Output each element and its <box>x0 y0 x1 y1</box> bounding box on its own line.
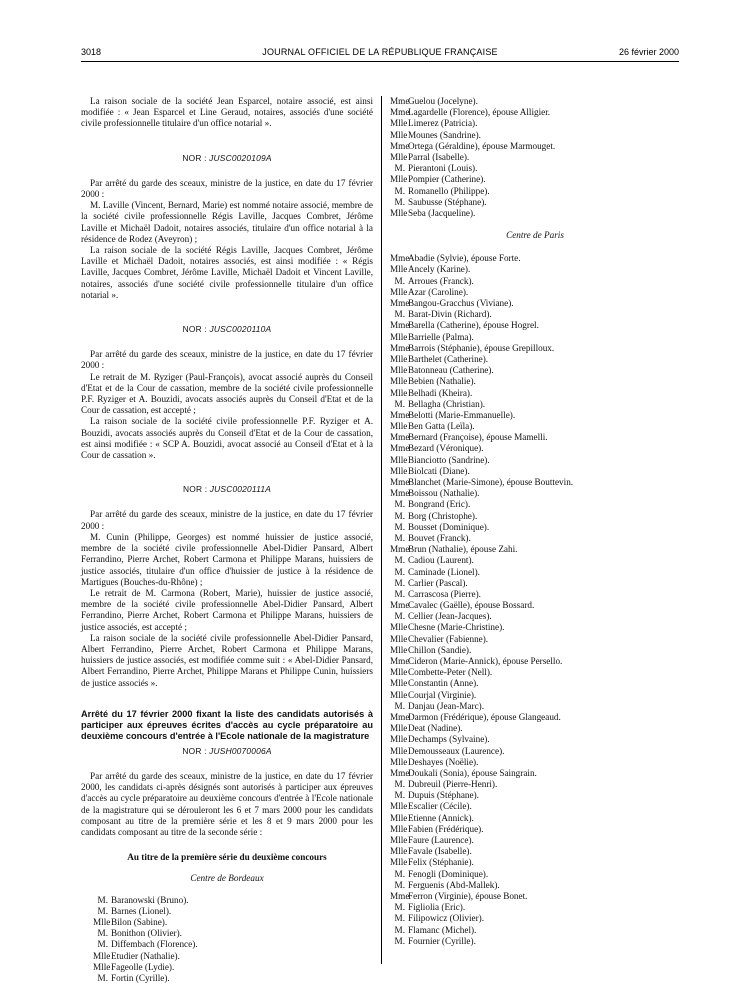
candidate-title: M. <box>394 913 405 924</box>
candidate-name: Boissou (Nathalie). <box>408 488 480 499</box>
candidate-name: Barat-Divin (Richard). <box>408 309 492 320</box>
nor-code: JUSH0070006A <box>209 745 272 756</box>
list-item <box>390 701 680 712</box>
list-item <box>390 835 680 846</box>
candidate-title: M. <box>394 902 405 913</box>
candidate-name: Constantin (Anne). <box>408 678 479 689</box>
list-item <box>390 913 680 924</box>
candidate-title: Mlle <box>390 129 408 140</box>
candidate-name: Lagardelle (Florence), épouse Alligier. <box>408 107 551 118</box>
candidate-name: Barnes (Lionel). <box>111 905 172 916</box>
list-item <box>390 320 680 331</box>
candidate-name: Doukali (Sonia), épouse Saingrain. <box>408 767 537 778</box>
candidate-name: Barella (Catherine), épouse Hogrel. <box>408 320 539 331</box>
decree-paragraph: Par arrêté du garde des sceaux, ministre de la justice, en date du 17 février 2000 : <box>81 509 373 531</box>
candidate-name: Fortin (Cyrille). <box>111 972 170 983</box>
candidate-title: Mme <box>390 107 410 118</box>
candidate-title: Mlle <box>390 823 408 834</box>
list-item <box>390 477 680 488</box>
candidate-title: Mme <box>390 253 410 264</box>
decree-paragraph: La raison sociale de la société Régis Laville, Jacques Combret, Jérôme Laville et Michaël Dadoit, notaires associés, est ainsi modifiée : « Régis Laville, Jacques Combret, Jérôme Laville, Michaël Dadoit et Vincent Laville, notaires, associés d'une société civile professionnelle titulaire d'un office notarial ». <box>81 245 373 300</box>
issue-date: 26 février 2000 <box>618 47 679 57</box>
candidate-title: M. <box>394 555 405 566</box>
list-item <box>390 466 680 477</box>
list-item <box>390 376 680 387</box>
list-item <box>390 891 680 902</box>
column-divider <box>381 96 382 964</box>
journal-title: JOURNAL OFFICIEL DE LA RÉPUBLIQUE FRANÇAISE <box>262 47 498 57</box>
candidate-name: Felix (Stéphanie). <box>408 857 474 868</box>
list-item <box>390 533 680 544</box>
list-item <box>390 622 680 633</box>
arrete-title: Arrêté du 17 février 2000 fixant la liste des candidats autorisés à participer aux épreuves écrites d'accès au cycle préparatoire au deuxième concours d'entrée à l'Ecole nationale de la magistrature <box>81 708 373 741</box>
candidate-name: Fournier (Cyrille). <box>408 935 476 946</box>
candidate-name: Etienne (Annick). <box>408 812 474 823</box>
decree-paragraph: Par arrêté du garde des sceaux, ministre de la justice, en date du 17 février 2000 : <box>81 349 373 371</box>
candidate-title: Mlle <box>390 421 408 432</box>
candidate-title: Mlle <box>390 118 408 129</box>
list-item <box>390 163 680 174</box>
candidate-title: Mlle <box>390 376 408 387</box>
nor-label: NOR : <box>182 152 207 163</box>
intro-paragraph: La raison sociale de la société Jean Esparcel, notaire associé, est ainsi modifiée : « Jean Esparcel et Line Geraud, notaires, associés d'une société civile professionnelle titulaire d'un office notarial ». <box>81 96 373 129</box>
candidate-title: Mme <box>390 432 410 443</box>
list-item <box>390 555 680 566</box>
candidate-title: Mlle <box>390 286 408 297</box>
list-item <box>390 690 680 701</box>
list-item <box>390 634 680 645</box>
candidate-name: Romanello (Philippe). <box>408 185 490 196</box>
candidate-title: Mlle <box>390 365 408 376</box>
nor-code: JUSC0020110A <box>209 324 272 335</box>
candidate-title: M. <box>394 879 405 890</box>
list-item <box>81 906 373 917</box>
arrete-nor <box>81 746 373 757</box>
list-item <box>390 857 680 868</box>
candidate-name: Deshayes (Noëlie). <box>408 756 479 767</box>
list-item <box>390 197 680 208</box>
nor-reference <box>81 153 373 164</box>
list-item <box>390 309 680 320</box>
list-item <box>81 895 373 906</box>
candidate-title: Mme <box>390 890 410 901</box>
candidate-name: Combette-Peter (Nell). <box>408 667 493 678</box>
candidate-name: Cavalec (Gaëlle), épouse Bossard. <box>408 600 535 611</box>
candidate-title: M. <box>394 275 405 286</box>
candidate-name: Fageolle (Lydie). <box>111 961 175 972</box>
candidate-name: Bellagha (Christian). <box>408 398 486 409</box>
list-item <box>390 757 680 768</box>
candidate-name: Arroues (Franck). <box>408 275 474 286</box>
candidate-name: Danjau (Jean-Marc). <box>408 700 485 711</box>
candidate-title: Mme <box>390 409 410 420</box>
list-item <box>390 118 680 129</box>
candidate-name: Azar (Caroline). <box>408 286 469 297</box>
candidate-title: Mlle <box>390 454 408 465</box>
candidate-name: Filipowicz (Olivier). <box>408 913 485 924</box>
candidate-title: Mlle <box>390 756 408 767</box>
nor-label: NOR : <box>182 484 208 495</box>
candidate-title: Mlle <box>390 622 408 633</box>
nor-code: JUSC0020109A <box>209 152 272 163</box>
candidate-name: Saubusse (Stéphane). <box>408 196 487 207</box>
candidate-name: Ferguenis (Abd-Mallek). <box>408 879 500 890</box>
candidate-name: Favale (Isabelle). <box>408 846 472 857</box>
candidate-title: Mme <box>390 711 410 722</box>
candidate-title: Mme <box>390 767 410 778</box>
candidate-title: Mlle <box>390 387 408 398</box>
candidate-name: Cideron (Marie-Annick), épouse Persello. <box>408 656 563 667</box>
candidate-title: M. <box>97 972 108 983</box>
list-item <box>390 410 680 421</box>
candidate-title: M. <box>394 521 405 532</box>
list-item <box>390 107 680 118</box>
candidate-title: Mlle <box>93 916 111 927</box>
list-item <box>81 939 373 950</box>
candidate-title: M. <box>394 532 405 543</box>
list-item <box>390 768 680 779</box>
decree-paragraph: La raison sociale de la société civile professionnelle Abel-Didier Pansard, Albert Ferrandino, Pierre Archet, Robert Carmona et Philippe Marans, huissiers de justice associés, est modifiée comme suit : « Abel-Didier Pansard, Albert Ferrandino, Pierre Archet, Philippe Marans et Philippe Cunin, huissiers de justice associés ». <box>81 632 373 688</box>
candidate-name: Cellier (Jean-Jacques). <box>408 611 492 622</box>
list-item <box>390 902 680 913</box>
candidate-title: M. <box>394 790 405 801</box>
arrete-paragraph: Par arrêté du garde des sceaux, ministre de la justice, en date du 17 février 2000, les candidats ci-après désignés sont autorisés à participer aux épreuves d'accès au cycle préparatoire au deuxième concours d'entrée à l'Ecole nationale de la magistrature qui se dérouleront les 6 et 7 mars 2000 pour les candidats composant au titre de la première série et les 8 et 9 mars 2000 pour les candidats composant au titre de la seconde série : <box>81 770 373 837</box>
list-item <box>390 656 680 667</box>
list-item <box>390 611 680 622</box>
candidate-name: Courjal (Virginie). <box>408 689 477 700</box>
candidate-title: Mlle <box>390 465 408 476</box>
candidate-name: Blanchet (Marie-Simone), épouse Bouttevin. <box>408 477 574 488</box>
candidate-title: M. <box>394 779 405 790</box>
candidate-title: M. <box>97 939 108 950</box>
candidate-title: Mlle <box>390 667 408 678</box>
list-item <box>81 917 373 928</box>
candidate-name: Bilon (Sabine). <box>111 916 168 927</box>
candidate-title: Mlle <box>390 633 408 644</box>
candidate-name: Abadie (Sylvie), épouse Forte. <box>408 253 521 264</box>
list-item <box>390 287 680 298</box>
section-title: Au titre de la première série du deuxième concours <box>127 852 327 863</box>
list-item <box>390 880 680 891</box>
candidate-title: M. <box>394 185 405 196</box>
decree-blocks <box>81 153 373 689</box>
list-item <box>390 522 680 533</box>
candidate-list-bordeaux <box>81 895 373 985</box>
candidate-name: Parral (Isabelle). <box>408 151 470 162</box>
candidate-name: Bianciotto (Sandrine). <box>408 454 490 465</box>
nor-label: NOR : <box>182 324 207 335</box>
list-item <box>81 951 373 962</box>
list-item <box>390 544 680 555</box>
list-item <box>390 846 680 857</box>
candidate-name: Borg (Christophe). <box>408 510 478 521</box>
list-item <box>390 790 680 801</box>
list-item <box>390 443 680 454</box>
candidate-title: Mme <box>390 600 410 611</box>
candidate-name: Belotti (Marie-Emmanuelle). <box>408 409 516 420</box>
candidate-name: Guelou (Jocelyne). <box>408 96 478 106</box>
candidate-name: Bezard (Véronique). <box>408 443 484 454</box>
candidate-name: Cadiou (Laurent). <box>408 555 474 566</box>
list-item <box>390 365 680 376</box>
candidate-name: Fabien (Frédérique). <box>408 823 484 834</box>
right-column <box>390 96 680 947</box>
candidate-title: M. <box>97 905 108 916</box>
candidate-title: Mlle <box>390 801 408 812</box>
list-item <box>390 264 680 275</box>
candidate-name: Baranowski (Bruno). <box>111 894 189 905</box>
list-item <box>390 298 680 309</box>
list-item <box>390 388 680 399</box>
left-column <box>81 96 373 984</box>
candidate-title: Mme <box>390 477 410 488</box>
candidate-title: M. <box>97 894 108 905</box>
candidate-title: M. <box>394 868 405 879</box>
candidate-name: Chevalier (Fabienne). <box>408 633 489 644</box>
candidate-title: Mlle <box>390 812 408 823</box>
center-title-bordeaux: Centre de Bordeaux <box>190 873 264 884</box>
list-item <box>390 421 680 432</box>
candidate-title: Mlle <box>390 353 408 364</box>
list-item <box>390 455 680 466</box>
decree-paragraph: Le retrait de M. Carmona (Robert, Marie), huissier de justice associé, membre de la société civile professionnelle Abel-Didier Pansard, Albert Ferrandino, Pierre Archet, Robert Carmona et Philippe Marans, huissiers de justice associés, est accepté ; <box>81 587 373 632</box>
list-item <box>390 343 680 354</box>
list-item <box>390 511 680 522</box>
list-item <box>390 723 680 734</box>
candidate-name: Carrascosa (Pierre). <box>408 588 481 599</box>
header-rule <box>81 61 679 62</box>
candidate-title: M. <box>394 566 405 577</box>
list-item <box>390 746 680 757</box>
candidate-title: Mme <box>390 656 410 667</box>
candidate-name: Belhadi (Kheira). <box>408 387 473 398</box>
candidate-title: Mlle <box>390 207 408 218</box>
candidate-title: Mme <box>390 443 410 454</box>
candidate-name: Faure (Laurence). <box>408 835 474 846</box>
candidate-name: Pierantoni (Louis). <box>408 163 478 174</box>
candidate-title: M. <box>394 499 405 510</box>
candidate-title: M. <box>394 700 405 711</box>
candidate-title: M. <box>394 577 405 588</box>
list-item <box>390 399 680 410</box>
candidate-name: Bernard (Françoise), épouse Mamelli. <box>408 432 548 443</box>
candidate-title: Mlle <box>390 678 408 689</box>
candidate-title: M. <box>394 611 405 622</box>
list-item <box>390 600 680 611</box>
candidate-name: Carlier (Pascal). <box>408 577 468 588</box>
candidate-list-paris <box>390 253 680 947</box>
list-item <box>390 432 680 443</box>
candidate-title: Mme <box>390 488 410 499</box>
list-item <box>390 332 680 343</box>
candidate-title: M. <box>394 588 405 599</box>
candidate-title: Mme <box>390 342 410 353</box>
page-number: 3018 <box>81 47 102 57</box>
candidate-title: Mme <box>390 140 410 151</box>
list-item <box>390 253 680 264</box>
candidate-name: Deat (Nadine). <box>408 723 463 734</box>
candidate-name: Ben Gatta (Leïla). <box>408 421 475 432</box>
candidate-name: Biolcati (Diane). <box>408 465 470 476</box>
candidate-title: Mme <box>390 96 410 106</box>
candidate-title: Mlle <box>390 857 408 868</box>
page-header <box>81 47 679 61</box>
candidate-name: Seba (Jacqueline). <box>408 207 476 218</box>
candidate-title: Mlle <box>390 723 408 734</box>
nor-reference <box>81 484 373 495</box>
candidate-name: Batonneau (Catherine). <box>408 365 494 376</box>
candidate-name: Bangou-Gracchus (Viviane). <box>408 298 514 309</box>
decree-paragraph: La raison sociale de la société civile professionnelle P.F. Ryziger et A. Bouzidi, avocats associés auprès du Conseil d'Etat et de la Cour de cassation, est ainsi modifiée : « SCP A. Bouzidi, avocat associé au Conseil d'Etat et à la Cour de cassation ». <box>81 416 373 461</box>
candidate-title: M. <box>394 309 405 320</box>
candidate-list-bordeaux-continued <box>390 96 680 219</box>
list-item <box>390 645 680 656</box>
list-item <box>390 208 680 219</box>
candidate-title: Mlle <box>93 950 111 961</box>
candidate-title: M. <box>394 510 405 521</box>
candidate-title: Mlle <box>390 745 408 756</box>
candidate-name: Bebien (Nathalie). <box>408 376 476 387</box>
candidate-name: Bonithon (Olivier). <box>111 928 182 939</box>
candidate-name: Chesne (Marie-Christine). <box>408 622 505 633</box>
list-item <box>390 712 680 723</box>
list-item <box>390 813 680 824</box>
candidate-title: M. <box>394 935 405 946</box>
list-item <box>390 801 680 812</box>
list-item <box>390 667 680 678</box>
candidate-name: Barrois (Stéphanie), épouse Grepilloux. <box>408 342 555 353</box>
list-item <box>390 578 680 589</box>
candidate-name: Brun (Nathalie), épouse Zahi. <box>408 544 518 555</box>
candidate-title: Mlle <box>390 174 408 185</box>
candidate-title: M. <box>394 196 405 207</box>
list-item <box>390 141 680 152</box>
candidate-title: M. <box>97 928 108 939</box>
decree-paragraph: M. Cunin (Philippe, Georges) est nommé huissier de justice associé, membre de la société civile professionnelle Abel-Didier Pansard, Albert Ferrandino, Pierre Archet, Robert Carmona et Philippe Marans, huissiers de justice associés, titulaire d'un office d'huissier de justice à la résidence de Martigues (Bouches-du-Rhône) ; <box>81 531 373 587</box>
list-item <box>390 678 680 689</box>
list-item <box>390 96 680 107</box>
candidate-name: Pompier (Catherine). <box>408 174 486 185</box>
list-item <box>390 276 680 287</box>
candidate-name: Ferron (Virginie), épouse Bonet. <box>408 890 528 901</box>
candidate-name: Figliolia (Eric). <box>408 902 466 913</box>
list-item <box>81 973 373 984</box>
list-item <box>390 936 680 947</box>
list-item <box>390 152 680 163</box>
candidate-title: Mlle <box>390 734 408 745</box>
candidate-title: Mlle <box>390 264 408 275</box>
list-item <box>390 589 680 600</box>
candidate-name: Bousset (Dominique). <box>408 521 490 532</box>
candidate-name: Barrielle (Palma). <box>408 331 474 342</box>
candidate-title: Mlle <box>390 151 408 162</box>
list-item <box>390 925 680 936</box>
list-item <box>390 130 680 141</box>
list-item <box>390 488 680 499</box>
candidate-name: Escalier (Cécile). <box>408 801 472 812</box>
list-item <box>390 354 680 365</box>
candidate-name: Bongrand (Eric). <box>408 499 471 510</box>
candidate-name: Flamanc (Michel). <box>408 924 477 935</box>
list-item <box>390 779 680 790</box>
candidate-name: Dubreuil (Pierre-Henri). <box>408 779 498 790</box>
candidate-name: Mounes (Sandrine). <box>408 129 481 140</box>
list-item <box>390 499 680 510</box>
candidate-name: Fenogli (Dominique). <box>408 868 489 879</box>
candidate-title: Mlle <box>390 689 408 700</box>
list-item <box>390 869 680 880</box>
list-item <box>390 734 680 745</box>
candidate-name: Chillon (Sandie). <box>408 644 472 655</box>
candidate-name: Caminade (Lionel). <box>408 566 480 577</box>
candidate-name: Dechamps (Sylvaine). <box>408 734 490 745</box>
candidate-title: Mlle <box>390 835 408 846</box>
candidate-name: Limerez (Patricia). <box>408 118 478 129</box>
candidate-name: Ancely (Karine). <box>408 264 471 275</box>
decree-paragraph: Le retrait de M. Ryziger (Paul-François), avocat associé auprès du Conseil d'Etat et de la Cour de cassation, membre de la société civile professionnelle P.F. Ryziger et A. Bouzidi, avocats associés auprès du Conseil d'Etat et de la Cour de cassation, est accepté ; <box>81 371 373 416</box>
decree-paragraph: M. Laville (Vincent, Bernard, Marie) est nommé notaire associé, membre de la société civile professionnelle Régis Laville, Jacques Combret, Jérôme Laville et Michaël Dadoit, notaires associés, titulaire d'un office notarial à la résidence de Rodez (Aveyron) ; <box>81 200 373 244</box>
candidate-title: Mlle <box>390 331 408 342</box>
decree-paragraph: Par arrêté du garde des sceaux, ministre de la justice, en date du 17 février 2000 : <box>81 177 373 200</box>
center-title-paris: Centre de Paris <box>506 230 564 241</box>
list-item <box>390 174 680 185</box>
list-item <box>390 567 680 578</box>
candidate-title: Mlle <box>390 644 408 655</box>
candidate-title: Mme <box>390 544 410 555</box>
candidate-name: Dupuis (Stéphane). <box>408 790 479 801</box>
candidate-title: Mlle <box>390 846 408 857</box>
candidate-title: M. <box>394 924 405 935</box>
candidate-name: Barthelet (Catherine). <box>408 353 489 364</box>
candidate-name: Ortega (Géraldine), épouse Marmouget. <box>408 140 556 151</box>
list-item <box>390 186 680 197</box>
candidate-title: M. <box>394 163 405 174</box>
candidate-title: Mme <box>390 298 410 309</box>
candidate-name: Diffembach (Florence). <box>111 939 198 950</box>
list-item <box>81 962 373 973</box>
candidate-name: Bouvet (Franck). <box>408 532 471 543</box>
candidate-title: Mlle <box>93 961 111 972</box>
list-item <box>81 928 373 939</box>
candidate-name: Demousseaux (Laurence). <box>408 745 505 756</box>
list-item <box>390 824 680 835</box>
candidate-name: Etudier (Nathalie). <box>111 950 180 961</box>
candidate-title: Mme <box>390 320 410 331</box>
nor-code: JUSC0020111A <box>209 484 271 495</box>
nor-label: NOR : <box>182 745 207 756</box>
nor-reference <box>81 324 373 335</box>
candidate-title: M. <box>394 398 405 409</box>
candidate-name: Darmon (Frédérique), épouse Glangeaud. <box>408 711 561 722</box>
